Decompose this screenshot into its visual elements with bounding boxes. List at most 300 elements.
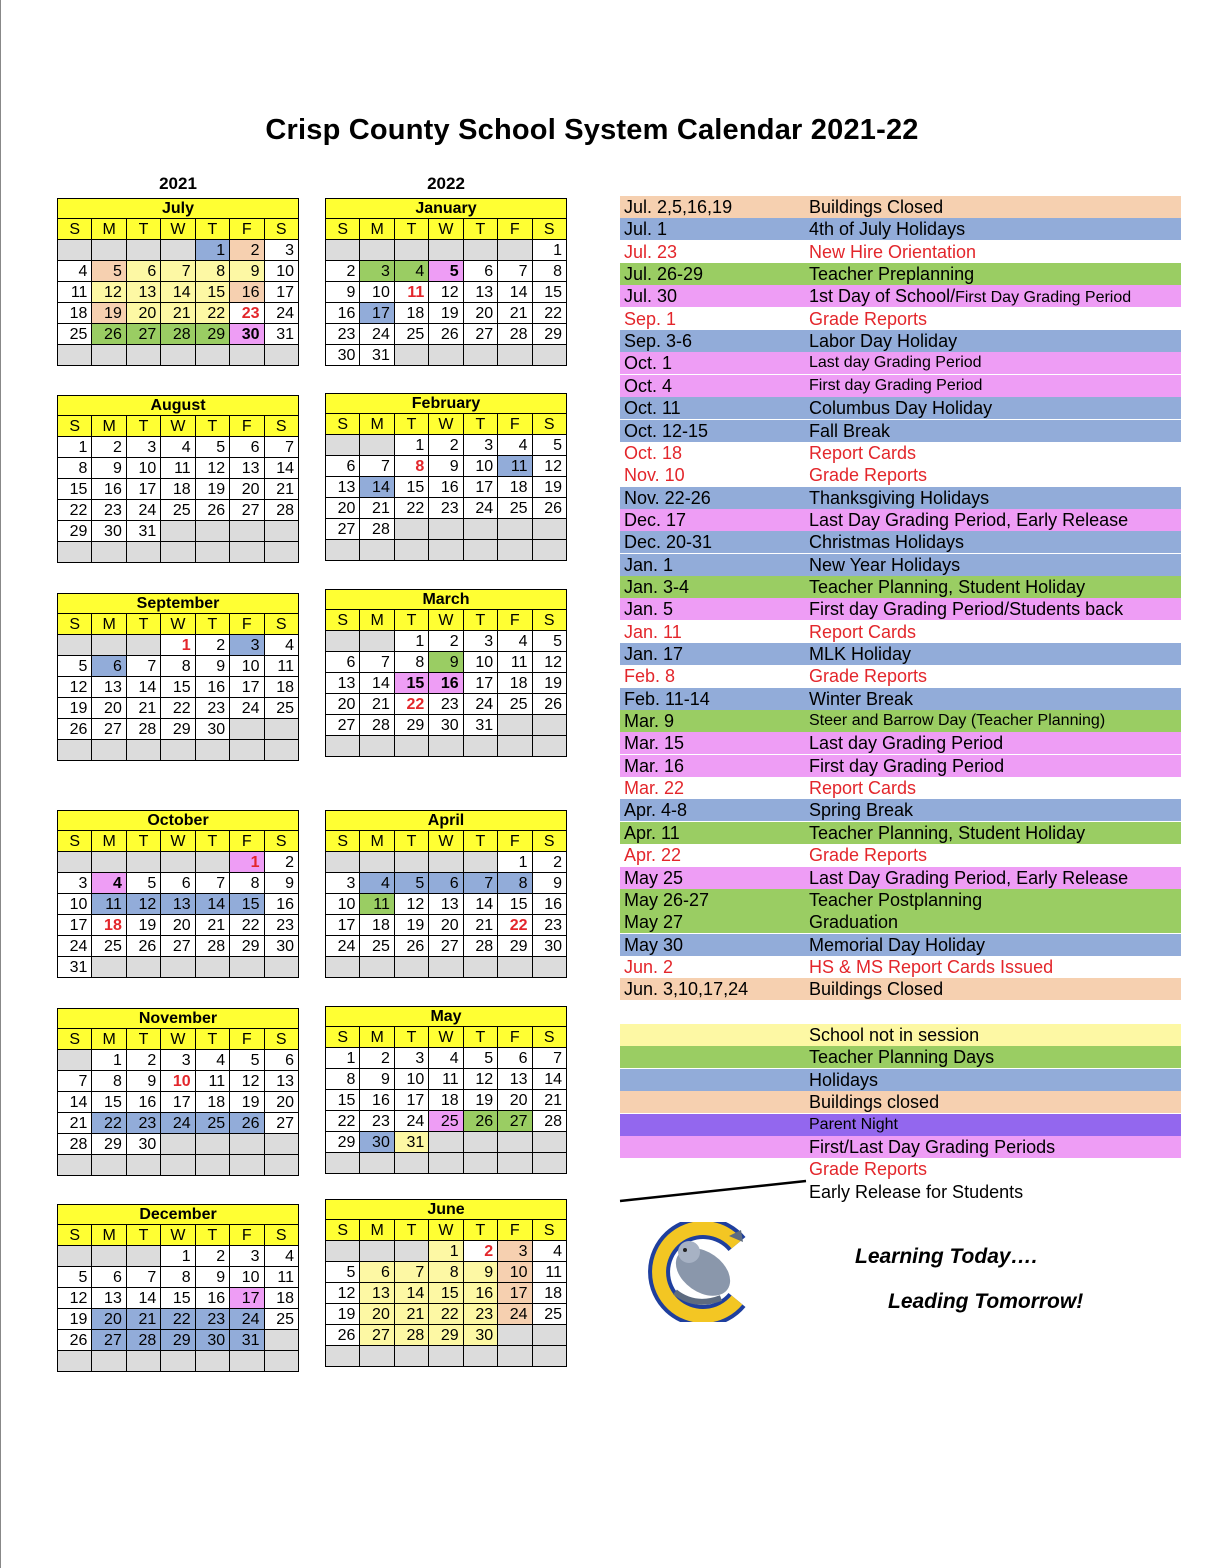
event-text-main: Last day Grading Period — [809, 733, 1004, 754]
day-cell: 2 — [230, 240, 264, 261]
weekday-header: T — [463, 1027, 497, 1048]
empty-day-cell — [463, 240, 497, 261]
empty-day-cell — [161, 1351, 195, 1372]
empty-day-cell — [360, 1241, 394, 1262]
legend-label: Early Release for Students — [809, 1181, 1024, 1202]
empty-day-cell — [195, 542, 229, 563]
weekday-header: S — [58, 614, 92, 635]
day-cell: 8 — [58, 458, 92, 479]
weekday-header: S — [58, 831, 92, 852]
day-cell: 14 — [58, 1092, 92, 1113]
page-edge — [0, 0, 1, 1568]
day-cell: 23 — [92, 500, 126, 521]
event-row — [620, 732, 1181, 754]
day-cell: 26 — [532, 694, 566, 715]
weekday-header: S — [58, 416, 92, 437]
day-cell: 22 — [161, 698, 195, 719]
event-text-main: First day Grading Period/Students back — [809, 599, 1124, 620]
empty-day-cell — [498, 957, 532, 978]
day-cell: 13 — [126, 282, 160, 303]
event-row — [620, 576, 1181, 598]
day-cell: 21 — [195, 915, 229, 936]
weekday-header: T — [195, 1029, 229, 1050]
day-cell: 13 — [326, 477, 360, 498]
day-cell: 6 — [161, 873, 195, 894]
day-cell: 6 — [326, 456, 360, 477]
day-cell: 10 — [161, 1071, 195, 1092]
event-row — [620, 487, 1181, 509]
day-cell: 2 — [532, 852, 566, 873]
event-row — [620, 710, 1181, 732]
weekday-header: S — [326, 1027, 360, 1048]
day-cell: 16 — [532, 894, 566, 915]
empty-day-cell — [360, 852, 394, 873]
weekday-header: S — [532, 1220, 566, 1241]
empty-day-cell — [58, 852, 92, 873]
empty-day-cell — [532, 540, 566, 561]
event-row — [620, 621, 1181, 643]
empty-day-cell — [161, 345, 195, 366]
empty-day-cell — [126, 1155, 160, 1176]
empty-day-cell — [394, 519, 428, 540]
weekday-header: T — [394, 1027, 428, 1048]
event-date: Sep. 1 — [624, 308, 677, 329]
event-text-main: Memorial Day Holiday — [809, 934, 986, 955]
weekday-header: S — [58, 1225, 92, 1246]
weekday-header: T — [195, 1225, 229, 1246]
day-cell: 7 — [195, 873, 229, 894]
day-cell: 27 — [230, 500, 264, 521]
event-text — [809, 978, 943, 1000]
empty-day-cell — [498, 1132, 532, 1153]
month-calendar-october — [57, 810, 299, 978]
day-cell: 20 — [326, 694, 360, 715]
event-date: Jan. 11 — [624, 621, 682, 642]
day-cell: 24 — [326, 936, 360, 957]
day-cell: 18 — [264, 1288, 298, 1309]
day-cell: 26 — [463, 1111, 497, 1132]
day-cell: 20 — [360, 1304, 394, 1325]
day-cell: 8 — [394, 456, 428, 477]
day-cell: 10 — [463, 652, 497, 673]
event-text — [809, 218, 965, 240]
event-date: Apr. 22 — [624, 845, 682, 866]
day-cell: 5 — [463, 1048, 497, 1069]
event-text — [809, 554, 960, 576]
day-cell: 2 — [326, 261, 360, 282]
day-cell: 27 — [360, 1325, 394, 1346]
day-cell: 11 — [360, 894, 394, 915]
day-cell: 6 — [498, 1048, 532, 1069]
day-cell: 23 — [195, 698, 229, 719]
event-text — [809, 531, 964, 553]
day-cell: 20 — [126, 303, 160, 324]
legend-label: First/Last Day Grading Periods — [809, 1137, 1056, 1157]
event-text — [809, 799, 913, 821]
day-cell: 19 — [126, 915, 160, 936]
day-cell: 9 — [360, 1069, 394, 1090]
empty-day-cell — [126, 635, 160, 656]
day-cell: 26 — [230, 1113, 264, 1134]
day-cell: 25 — [498, 694, 532, 715]
day-cell: 26 — [126, 936, 160, 957]
legend-row — [620, 1136, 1181, 1158]
day-cell: 25 — [264, 1309, 298, 1330]
day-cell: 3 — [463, 435, 497, 456]
event-text-main: Teacher Postplanning — [809, 889, 983, 910]
legend-row — [620, 1114, 1181, 1136]
empty-day-cell — [58, 1050, 92, 1071]
event-text — [809, 285, 1131, 309]
empty-day-cell — [326, 852, 360, 873]
day-cell: 18 — [429, 1090, 463, 1111]
empty-day-cell — [161, 1134, 195, 1155]
day-cell: 1 — [195, 240, 229, 261]
weekday-header: W — [429, 219, 463, 240]
day-cell: 15 — [230, 894, 264, 915]
day-cell: 23 — [429, 694, 463, 715]
weekday-header: T — [394, 1220, 428, 1241]
event-date: Dec. 17 — [624, 509, 687, 530]
weekday-header: T — [195, 416, 229, 437]
day-cell: 16 — [195, 1288, 229, 1309]
empty-day-cell — [58, 740, 92, 761]
event-text-main: Teacher Planning, Student Holiday — [809, 576, 1086, 597]
day-cell: 17 — [498, 1283, 532, 1304]
event-date: Sep. 3-6 — [624, 331, 693, 352]
event-date: Jul. 2,5,16,19 — [624, 197, 733, 217]
month-calendar-november — [57, 1008, 299, 1176]
weekday-header: W — [429, 1027, 463, 1048]
event-date: Oct. 18 — [624, 442, 683, 463]
event-row — [620, 799, 1181, 821]
event-date: May 25 — [624, 867, 684, 888]
day-cell: 6 — [463, 261, 497, 282]
event-row — [620, 777, 1181, 799]
empty-day-cell — [195, 852, 229, 873]
event-text-main: Steer and Barrow Day (Teacher Planning) — [809, 712, 1106, 730]
day-cell: 29 — [429, 1325, 463, 1346]
empty-day-cell — [230, 957, 264, 978]
day-cell: 19 — [532, 477, 566, 498]
day-cell: 22 — [326, 1111, 360, 1132]
day-cell: 1 — [58, 437, 92, 458]
empty-day-cell — [326, 736, 360, 757]
day-cell: 30 — [92, 521, 126, 542]
day-cell: 20 — [429, 915, 463, 936]
day-cell: 30 — [230, 324, 264, 345]
event-text — [809, 352, 982, 374]
weekday-header: F — [498, 1027, 532, 1048]
day-cell: 20 — [326, 498, 360, 519]
day-cell: 20 — [161, 915, 195, 936]
day-cell: 1 — [92, 1050, 126, 1071]
day-cell: 10 — [326, 894, 360, 915]
event-row — [620, 978, 1181, 1000]
day-cell: 9 — [195, 656, 229, 677]
day-cell: 9 — [429, 652, 463, 673]
empty-day-cell — [360, 1153, 394, 1174]
empty-day-cell — [92, 740, 126, 761]
empty-day-cell — [326, 1241, 360, 1262]
event-text — [809, 844, 927, 866]
weekday-header: S — [532, 610, 566, 631]
weekday-header: M — [360, 610, 394, 631]
day-cell: 29 — [532, 324, 566, 345]
cougar-c-logo-icon — [645, 1222, 757, 1322]
day-cell: 31 — [360, 345, 394, 366]
empty-day-cell — [532, 1346, 566, 1367]
day-cell: 5 — [532, 435, 566, 456]
day-cell: 9 — [126, 1071, 160, 1092]
weekday-header: S — [326, 1220, 360, 1241]
weekday-header: T — [394, 414, 428, 435]
weekday-header: W — [161, 614, 195, 635]
event-row — [620, 263, 1181, 285]
event-date: Apr. 11 — [624, 822, 680, 843]
event-text — [809, 889, 982, 911]
month-calendar-december — [57, 1204, 299, 1372]
day-cell: 14 — [126, 1288, 160, 1309]
event-text — [809, 621, 916, 643]
weekday-header: F — [230, 1029, 264, 1050]
month-name: May — [326, 1007, 567, 1027]
empty-day-cell — [360, 957, 394, 978]
legend-label: School not in session — [809, 1025, 980, 1045]
day-cell: 7 — [532, 1048, 566, 1069]
day-cell: 10 — [498, 1262, 532, 1283]
weekday-header: T — [463, 219, 497, 240]
empty-day-cell — [92, 957, 126, 978]
event-text — [809, 688, 913, 710]
day-cell: 2 — [429, 631, 463, 652]
day-cell: 4 — [394, 261, 428, 282]
day-cell: 18 — [498, 673, 532, 694]
empty-day-cell — [161, 542, 195, 563]
day-cell: 23 — [463, 1304, 497, 1325]
day-cell: 24 — [264, 303, 298, 324]
day-cell: 25 — [195, 1113, 229, 1134]
empty-day-cell — [230, 740, 264, 761]
empty-day-cell — [463, 736, 497, 757]
event-date: Jan. 1 — [624, 554, 674, 575]
day-cell: 4 — [498, 435, 532, 456]
empty-day-cell — [195, 1134, 229, 1155]
event-text-main: MLK Holiday — [809, 644, 912, 664]
event-row — [620, 867, 1181, 889]
day-cell: 18 — [498, 477, 532, 498]
day-cell: 13 — [92, 677, 126, 698]
day-cell: 3 — [230, 635, 264, 656]
empty-day-cell — [126, 240, 160, 261]
day-cell: 16 — [360, 1090, 394, 1111]
event-date: Nov. 22-26 — [624, 487, 711, 508]
event-row — [620, 688, 1181, 710]
month-name: July — [58, 199, 299, 219]
event-date: Jan. 5 — [624, 599, 674, 620]
empty-day-cell — [463, 540, 497, 561]
day-cell: 25 — [429, 1111, 463, 1132]
day-cell: 12 — [58, 1288, 92, 1309]
weekday-header: S — [264, 831, 298, 852]
empty-day-cell — [498, 1346, 532, 1367]
weekday-header: M — [360, 831, 394, 852]
day-cell: 12 — [429, 282, 463, 303]
day-cell: 15 — [532, 282, 566, 303]
day-cell: 11 — [264, 656, 298, 677]
day-cell: 22 — [394, 498, 428, 519]
event-date: Jul. 26-29 — [624, 264, 704, 285]
event-date: Mar. 22 — [624, 778, 685, 799]
event-text — [809, 956, 1053, 978]
empty-day-cell — [429, 240, 463, 261]
day-cell: 28 — [498, 324, 532, 345]
day-cell: 6 — [126, 261, 160, 282]
day-cell: 21 — [394, 1304, 428, 1325]
day-cell: 2 — [360, 1048, 394, 1069]
weekday-header: M — [92, 1029, 126, 1050]
day-cell: 6 — [92, 1267, 126, 1288]
day-cell: 7 — [126, 1267, 160, 1288]
empty-day-cell — [195, 1155, 229, 1176]
event-text — [809, 777, 916, 799]
day-cell: 26 — [195, 500, 229, 521]
day-cell: 17 — [58, 915, 92, 936]
day-cell: 18 — [161, 479, 195, 500]
day-cell: 12 — [92, 282, 126, 303]
month-name: March — [326, 590, 567, 610]
empty-day-cell — [264, 740, 298, 761]
slogan-line-1: Learning Today…. — [855, 1245, 1038, 1268]
weekday-header: F — [230, 1225, 264, 1246]
day-cell: 15 — [429, 1283, 463, 1304]
day-cell: 31 — [230, 1330, 264, 1351]
event-text-main: First day Grading Period — [809, 755, 1005, 776]
empty-day-cell — [230, 1351, 264, 1372]
day-cell: 31 — [58, 957, 92, 978]
day-cell: 20 — [92, 1309, 126, 1330]
day-cell: 23 — [264, 915, 298, 936]
event-text — [809, 822, 1085, 844]
day-cell: 19 — [326, 1304, 360, 1325]
day-cell: 6 — [360, 1262, 394, 1283]
event-text — [809, 934, 985, 956]
event-row — [620, 241, 1181, 263]
event-text-main: Columbus Day Holiday — [809, 398, 993, 419]
day-cell: 21 — [58, 1113, 92, 1134]
weekday-header: S — [264, 416, 298, 437]
event-text-main: Graduation — [809, 912, 899, 933]
empty-day-cell — [161, 852, 195, 873]
event-text — [809, 867, 1128, 889]
day-cell: 13 — [92, 1288, 126, 1309]
weekday-header: M — [360, 1220, 394, 1241]
empty-day-cell — [394, 540, 428, 561]
day-cell: 18 — [195, 1092, 229, 1113]
day-cell: 21 — [360, 498, 394, 519]
day-cell: 14 — [463, 894, 497, 915]
day-cell: 14 — [360, 673, 394, 694]
day-cell: 29 — [58, 521, 92, 542]
empty-day-cell — [498, 240, 532, 261]
day-cell: 24 — [394, 1111, 428, 1132]
day-cell: 3 — [126, 437, 160, 458]
weekday-header: T — [394, 219, 428, 240]
day-cell: 21 — [161, 303, 195, 324]
day-cell: 18 — [92, 915, 126, 936]
day-cell: 6 — [326, 652, 360, 673]
event-date: Feb. 8 — [624, 666, 676, 687]
day-cell: 12 — [126, 894, 160, 915]
event-row — [620, 442, 1181, 464]
day-cell: 28 — [161, 324, 195, 345]
day-cell: 23 — [532, 915, 566, 936]
event-date: May 26-27 — [624, 889, 710, 910]
day-cell: 8 — [230, 873, 264, 894]
empty-day-cell — [58, 1155, 92, 1176]
event-row — [620, 531, 1181, 553]
event-row — [620, 844, 1181, 866]
day-cell: 27 — [126, 324, 160, 345]
day-cell: 3 — [58, 873, 92, 894]
event-row — [620, 285, 1181, 307]
day-cell: 9 — [326, 282, 360, 303]
year-label-left: 2021 — [159, 174, 197, 193]
day-cell: 30 — [195, 719, 229, 740]
day-cell: 5 — [58, 656, 92, 677]
day-cell: 11 — [161, 458, 195, 479]
weekday-header: W — [429, 610, 463, 631]
empty-day-cell — [126, 852, 160, 873]
day-cell: 25 — [394, 324, 428, 345]
day-cell: 17 — [360, 303, 394, 324]
empty-day-cell — [195, 1351, 229, 1372]
event-text — [809, 509, 1128, 531]
day-cell: 28 — [394, 1325, 428, 1346]
empty-day-cell — [463, 519, 497, 540]
day-cell: 14 — [532, 1069, 566, 1090]
event-text-main: Grade Reports — [809, 666, 928, 687]
day-cell: 30 — [532, 936, 566, 957]
day-cell: 10 — [230, 656, 264, 677]
empty-day-cell — [429, 736, 463, 757]
day-cell: 9 — [264, 873, 298, 894]
day-cell: 18 — [360, 915, 394, 936]
day-cell: 25 — [264, 698, 298, 719]
empty-day-cell — [463, 957, 497, 978]
empty-day-cell — [532, 957, 566, 978]
event-text — [809, 263, 974, 285]
event-text-main: Winter Break — [809, 688, 914, 709]
weekday-header: T — [463, 610, 497, 631]
empty-day-cell — [463, 1346, 497, 1367]
empty-day-cell — [58, 635, 92, 656]
weekday-header: M — [92, 831, 126, 852]
weekday-header: T — [126, 1225, 160, 1246]
weekday-header: T — [126, 831, 160, 852]
weekday-header: T — [394, 831, 428, 852]
day-cell: 21 — [532, 1090, 566, 1111]
event-row — [620, 509, 1181, 531]
legend-row — [620, 1024, 1181, 1046]
empty-day-cell — [92, 1155, 126, 1176]
empty-day-cell — [360, 736, 394, 757]
empty-day-cell — [161, 240, 195, 261]
weekday-header: T — [195, 614, 229, 635]
day-cell: 11 — [58, 282, 92, 303]
day-cell: 4 — [532, 1241, 566, 1262]
weekday-header: T — [463, 1220, 497, 1241]
